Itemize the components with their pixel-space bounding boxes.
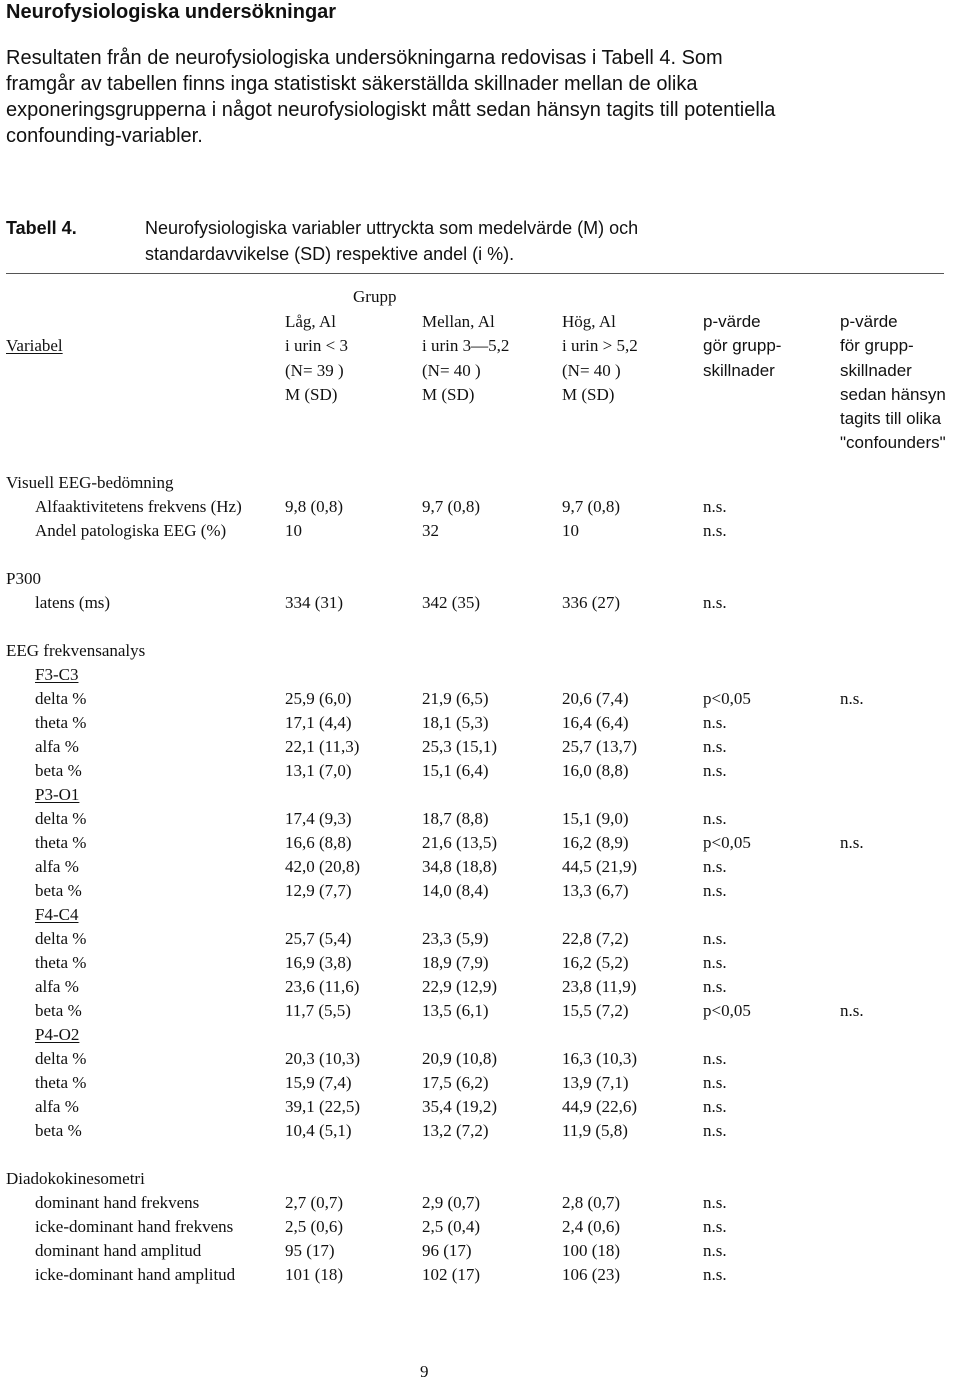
column-header-p1: skillnader <box>703 361 775 380</box>
column-header-p2: för grupp- <box>840 336 914 355</box>
cell-mid: 18,1 (5,3) <box>422 713 489 732</box>
cell-mid: 13,5 (6,1) <box>422 1001 489 1020</box>
cell-mid: 15,1 (6,4) <box>422 761 489 780</box>
row-label: delta % <box>35 689 87 708</box>
row-label: latens (ms) <box>35 593 111 612</box>
cell-p1: n.s. <box>703 737 727 756</box>
column-header-mid: M (SD) <box>422 385 475 404</box>
cell-p1: n.s. <box>703 1073 727 1092</box>
cell-high: 2,4 (0,6) <box>562 1217 621 1236</box>
cell-low: 334 (31) <box>285 593 344 612</box>
column-header-high: M (SD) <box>562 385 615 404</box>
cell-low: 10,4 (5,1) <box>285 1121 352 1140</box>
cell-high: 15,1 (9,0) <box>562 809 629 828</box>
cell-mid: 14,0 (8,4) <box>422 881 489 900</box>
row-label: delta % <box>35 1049 87 1068</box>
column-header-p1: gör grupp- <box>703 336 782 355</box>
cell-low: 42,0 (20,8) <box>285 857 361 876</box>
cell-high: 16,4 (6,4) <box>562 713 629 732</box>
cell-high: 2,8 (0,7) <box>562 1193 621 1212</box>
cell-p1: p<0,05 <box>703 689 751 708</box>
row-label: delta % <box>35 809 87 828</box>
page-number: 9 <box>420 1362 429 1381</box>
cell-low: 101 (18) <box>285 1265 344 1284</box>
cell-mid: 20,9 (10,8) <box>422 1049 498 1068</box>
cell-p1: n.s. <box>703 713 727 732</box>
paragraph-line: exponeringsgrupperna i något neurofysiologiskt mått sedan hänsyn tagits till potentiella <box>6 99 776 121</box>
column-header-low: (N= 39 ) <box>285 361 344 380</box>
cell-mid: 23,3 (5,9) <box>422 929 489 948</box>
section-title: P300 <box>6 569 41 588</box>
cell-high: 15,5 (7,2) <box>562 1001 629 1020</box>
subsection-title: P4-O2 <box>35 1025 80 1044</box>
cell-p1: p<0,05 <box>703 833 751 852</box>
row-label: theta % <box>35 713 87 732</box>
cell-p1: n.s. <box>703 953 727 972</box>
cell-p1: n.s. <box>703 857 727 876</box>
cell-p1: n.s. <box>703 929 727 948</box>
row-label: delta % <box>35 929 87 948</box>
column-header-mid: (N= 40 ) <box>422 361 481 380</box>
column-header-p2: skillnader <box>840 361 912 380</box>
subsection-title: P3-O1 <box>35 785 80 804</box>
cell-low: 20,3 (10,3) <box>285 1049 361 1068</box>
column-header-p2: tagits till olika <box>840 409 942 428</box>
cell-low: 10 <box>285 521 302 540</box>
cell-high: 10 <box>562 521 579 540</box>
cell-low: 13,1 (7,0) <box>285 761 352 780</box>
cell-mid: 2,9 (0,7) <box>422 1193 481 1212</box>
cell-p1: n.s. <box>703 809 727 828</box>
cell-mid: 25,3 (15,1) <box>422 737 498 756</box>
cell-low: 12,9 (7,7) <box>285 881 352 900</box>
cell-p1: p<0,05 <box>703 1001 751 1020</box>
cell-p1: n.s. <box>703 1121 727 1140</box>
cell-high: 9,7 (0,8) <box>562 497 621 516</box>
cell-mid: 102 (17) <box>422 1265 481 1284</box>
cell-mid: 35,4 (19,2) <box>422 1097 498 1116</box>
cell-low: 2,7 (0,7) <box>285 1193 344 1212</box>
row-label: dominant hand frekvens <box>35 1193 200 1212</box>
cell-mid: 9,7 (0,8) <box>422 497 481 516</box>
cell-mid: 2,5 (0,4) <box>422 1217 481 1236</box>
row-label: alfa % <box>35 1097 79 1116</box>
column-header-p1: p-värde <box>703 312 761 331</box>
cell-p1: n.s. <box>703 1097 727 1116</box>
cell-low: 15,9 (7,4) <box>285 1073 352 1092</box>
cell-p2: n.s. <box>840 833 864 852</box>
column-header-mid: Mellan, Al <box>422 312 495 331</box>
row-label: Andel patologiska EEG (%) <box>35 521 227 540</box>
column-header-low: i urin < 3 <box>285 336 348 355</box>
table-label: Tabell 4. <box>6 218 77 238</box>
section-title: Diadokokinesometri <box>6 1169 145 1188</box>
row-label: theta % <box>35 1073 87 1092</box>
cell-p2: n.s. <box>840 689 864 708</box>
column-header-p2: p-värde <box>840 312 898 331</box>
column-header-high: (N= 40 ) <box>562 361 621 380</box>
cell-high: 16,0 (8,8) <box>562 761 629 780</box>
cell-low: 22,1 (11,3) <box>285 737 360 756</box>
column-header-high: Hög, Al <box>562 312 616 331</box>
caption-line: standardavvikelse (SD) respektive andel (i %). <box>145 244 515 264</box>
cell-mid: 21,9 (6,5) <box>422 689 489 708</box>
cell-low: 25,7 (5,4) <box>285 929 352 948</box>
row-label: beta % <box>35 881 82 900</box>
cell-high: 44,9 (22,6) <box>562 1097 638 1116</box>
cell-high: 44,5 (21,9) <box>562 857 638 876</box>
cell-high: 16,2 (8,9) <box>562 833 629 852</box>
cell-high: 106 (23) <box>562 1265 621 1284</box>
cell-high: 13,9 (7,1) <box>562 1073 629 1092</box>
row-label: alfa % <box>35 977 79 996</box>
section-heading: Neurofysiologiska undersökningar <box>6 1 337 23</box>
cell-mid: 13,2 (7,2) <box>422 1121 489 1140</box>
row-label: theta % <box>35 953 87 972</box>
caption-line: Neurofysiologiska variabler uttryckta som medelvärde (M) och <box>145 218 639 238</box>
subsection-title: F3-C3 <box>35 665 79 684</box>
cell-p1: n.s. <box>703 1241 727 1260</box>
cell-mid: 17,5 (6,2) <box>422 1073 489 1092</box>
cell-high: 16,3 (10,3) <box>562 1049 638 1068</box>
cell-high: 23,8 (11,9) <box>562 977 637 996</box>
row-label: dominant hand amplitud <box>35 1241 202 1260</box>
cell-high: 20,6 (7,4) <box>562 689 629 708</box>
variable-header: Variabel <box>6 336 63 355</box>
cell-p1: n.s. <box>703 1217 727 1236</box>
cell-p1: n.s. <box>703 1265 727 1284</box>
cell-mid: 21,6 (13,5) <box>422 833 498 852</box>
cell-p1: n.s. <box>703 593 727 612</box>
row-label: beta % <box>35 761 82 780</box>
cell-mid: 18,9 (7,9) <box>422 953 489 972</box>
cell-high: 16,2 (5,2) <box>562 953 629 972</box>
cell-low: 39,1 (22,5) <box>285 1097 361 1116</box>
cell-high: 11,9 (5,8) <box>562 1121 628 1140</box>
group-header: Grupp <box>353 287 397 306</box>
cell-high: 25,7 (13,7) <box>562 737 638 756</box>
row-label: theta % <box>35 833 87 852</box>
table-top-rule <box>6 273 944 274</box>
cell-p1: n.s. <box>703 1193 727 1212</box>
column-header-p2: sedan hänsyn <box>840 385 946 404</box>
column-header-low: Låg, Al <box>285 312 336 331</box>
cell-p1: n.s. <box>703 1049 727 1068</box>
cell-high: 336 (27) <box>562 593 621 612</box>
cell-mid: 22,9 (12,9) <box>422 977 498 996</box>
row-label: beta % <box>35 1001 82 1020</box>
cell-p2: n.s. <box>840 1001 864 1020</box>
cell-high: 100 (18) <box>562 1241 621 1260</box>
cell-p1: n.s. <box>703 521 727 540</box>
section-title: Visuell EEG-bedömning <box>6 473 174 492</box>
section-title: EEG frekvensanalys <box>6 641 146 660</box>
cell-p1: n.s. <box>703 977 727 996</box>
cell-low: 11,7 (5,5) <box>285 1001 351 1020</box>
paragraph-line: framgår av tabellen finns inga statistiskt säkerställda skillnader mellan de olika <box>6 73 698 95</box>
cell-low: 25,9 (6,0) <box>285 689 352 708</box>
cell-mid: 18,7 (8,8) <box>422 809 489 828</box>
cell-p1: n.s. <box>703 761 727 780</box>
subsection-title: F4-C4 <box>35 905 79 924</box>
paragraph-line: confounding-variabler. <box>6 125 203 147</box>
cell-mid: 96 (17) <box>422 1241 472 1260</box>
column-header-low: M (SD) <box>285 385 338 404</box>
cell-high: 13,3 (6,7) <box>562 881 629 900</box>
cell-mid: 34,8 (18,8) <box>422 857 498 876</box>
cell-high: 22,8 (7,2) <box>562 929 629 948</box>
cell-mid: 342 (35) <box>422 593 481 612</box>
cell-low: 95 (17) <box>285 1241 335 1260</box>
cell-low: 16,9 (3,8) <box>285 953 352 972</box>
column-header-high: i urin > 5,2 <box>562 336 638 355</box>
cell-p1: n.s. <box>703 497 727 516</box>
row-label: beta % <box>35 1121 82 1140</box>
row-label: Alfaaktivitetens frekvens (Hz) <box>35 497 242 516</box>
cell-mid: 32 <box>422 521 439 540</box>
cell-low: 16,6 (8,8) <box>285 833 352 852</box>
cell-low: 2,5 (0,6) <box>285 1217 344 1236</box>
row-label: alfa % <box>35 737 79 756</box>
row-label: icke-dominant hand amplitud <box>35 1265 236 1284</box>
paragraph-line: Resultaten från de neurofysiologiska undersökningarna redovisas i Tabell 4. Som <box>6 47 723 69</box>
column-header-p2: "confounders" <box>840 433 946 452</box>
cell-p1: n.s. <box>703 881 727 900</box>
column-header-mid: i urin 3—5,2 <box>422 336 510 355</box>
cell-low: 9,8 (0,8) <box>285 497 344 516</box>
cell-low: 17,4 (9,3) <box>285 809 352 828</box>
row-label: icke-dominant hand frekvens <box>35 1217 234 1236</box>
row-label: alfa % <box>35 857 79 876</box>
cell-low: 17,1 (4,4) <box>285 713 352 732</box>
cell-low: 23,6 (11,6) <box>285 977 360 996</box>
